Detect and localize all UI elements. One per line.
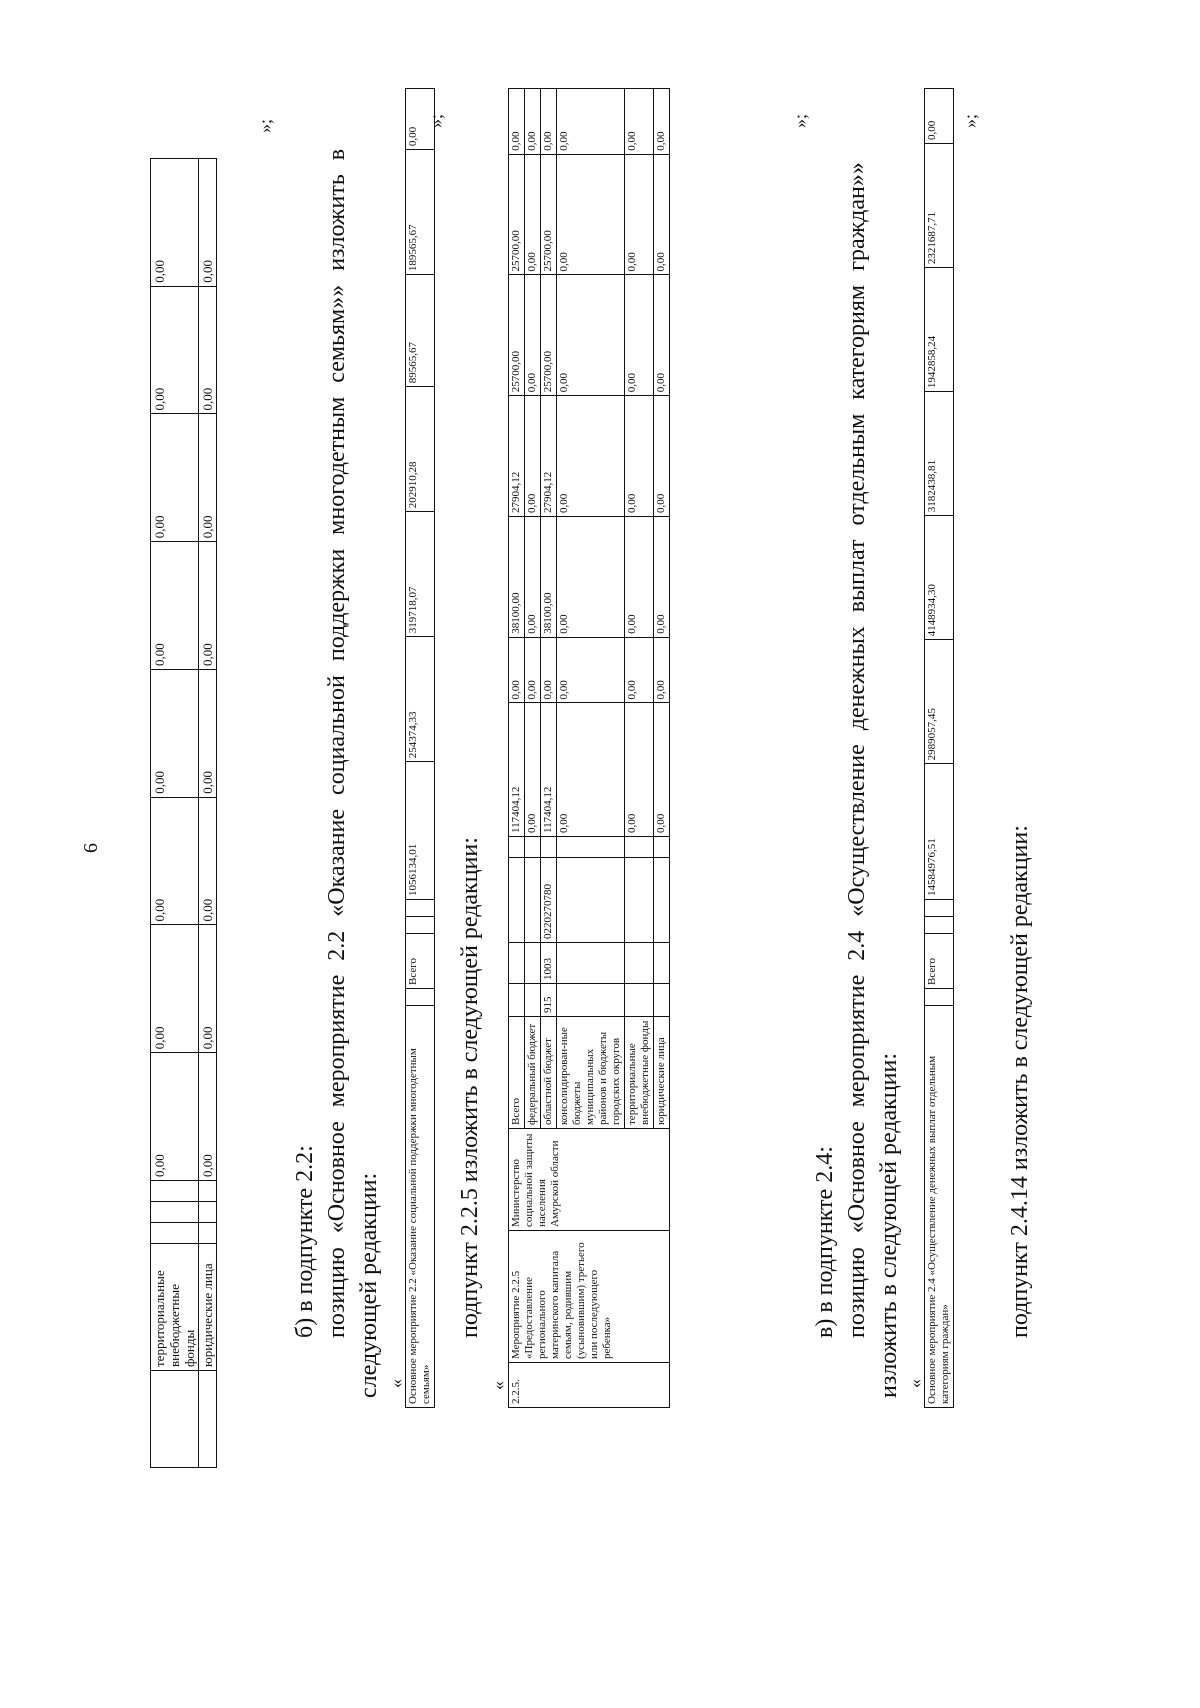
table-cell: 25700,00	[541, 275, 557, 396]
table-cell: 38100,00	[541, 517, 557, 638]
table-row	[151, 159, 199, 1468]
section-225-heading: подпункт 2.2.5 изложить в следующей редакции:	[457, 837, 483, 1338]
table-cell: 0,00	[151, 797, 199, 925]
table-cell: 0,00	[625, 275, 654, 396]
open-quote: «	[905, 1379, 925, 1388]
table-cell: 0,00	[557, 89, 625, 155]
table-cell: 0,00	[199, 1053, 217, 1181]
close-quote: »;	[255, 118, 275, 133]
table-cell: 0,00	[654, 396, 670, 517]
source-label: Всего	[509, 1017, 525, 1129]
table-cell: 0,00	[525, 396, 541, 517]
table-cell: 0,00	[654, 703, 670, 837]
table-cell: 117404,12	[541, 703, 557, 837]
section-b-heading: б) в подпункте 2.2:	[292, 1145, 318, 1338]
table-cell: 0,00	[199, 286, 217, 414]
table-row	[509, 89, 525, 1408]
table-cell: 38100,00	[509, 517, 525, 638]
close-quote: »;	[960, 113, 980, 128]
table-cell: 0,00	[199, 542, 217, 670]
table-cell: 0,00	[151, 542, 199, 670]
table-cell: 1942858,24	[925, 268, 954, 392]
table-row	[406, 89, 435, 1408]
table-cell: 0,00	[625, 637, 654, 703]
table-cell: 0,00	[557, 396, 625, 517]
table-cell: 0,00	[151, 1053, 199, 1181]
table-cell: 0,00	[541, 637, 557, 703]
row-name: Основное мероприятие 2.4 «Осуществление денежных выплат отдельным категориям граждан»	[925, 1006, 954, 1408]
table-cell: 25700,00	[509, 275, 525, 396]
table-cell: 254374,33	[406, 637, 435, 762]
row-number: 2.2.5.	[509, 1363, 670, 1408]
table-cell: 0,00	[199, 925, 217, 1053]
table-cell: 117404,12	[509, 703, 525, 837]
table-cell: 3182438,81	[925, 392, 954, 516]
table-cell: 0,00	[557, 275, 625, 396]
table-cell: 0,00	[541, 89, 557, 155]
table-cell: 0,00	[151, 670, 199, 798]
row-name: Основное мероприятие 2.2 «Оказание социальной поддержки многодетным семьям»	[406, 1006, 435, 1408]
table-cell: 0,00	[557, 703, 625, 837]
table-cell: 0,00	[625, 396, 654, 517]
measure-name: Мероприятие 2.2.5 «Предоставление регионального материнского капитала семьям, родившим (усыновившим) третьего или последующего ребенка»	[509, 1231, 670, 1363]
table-cell: 0,00	[654, 637, 670, 703]
table-cell: 1056134,01	[406, 762, 435, 900]
code-csr: 0220270780	[541, 858, 557, 943]
table-cell: 0,00	[557, 154, 625, 275]
table-cell: 0,00	[625, 703, 654, 837]
table-cell: 0,00	[525, 703, 541, 837]
close-quote: »;	[426, 113, 446, 128]
section-v-table	[924, 88, 954, 1408]
table-cell: 202910,28	[406, 387, 435, 512]
table-cell: 27904,12	[509, 396, 525, 517]
section-2414-heading: подпункт 2.4.14 изложить в следующей редакции:	[1007, 825, 1033, 1338]
table-cell: 0,00	[509, 637, 525, 703]
table-cell: 0,00	[406, 89, 435, 150]
section-v-heading: в) в подпункте 2.4:	[812, 1146, 838, 1338]
table-cell: 2989057,45	[925, 640, 954, 764]
table-cell: 0,00	[151, 414, 199, 542]
table-cell: 89565,67	[406, 275, 435, 387]
section-b-table	[405, 88, 435, 1408]
section-b-line2: следующей редакции:	[356, 1172, 382, 1398]
top-table	[150, 158, 217, 1468]
section-b-line1: позицию «Основное мероприятие 2.2 «Оказание социальной поддержки многодетным семьям»» изложить в	[324, 148, 350, 1338]
table-cell: 0,00	[199, 670, 217, 798]
table-row	[925, 89, 954, 1408]
page-number: 6	[80, 843, 102, 853]
source-label: консолидирован-ные бюджеты муниципальных районов и бюджеты городских округов	[557, 1017, 625, 1129]
table-cell: 0,00	[525, 275, 541, 396]
table-cell: территориальные внебюджетные фонды	[151, 1244, 199, 1371]
table-cell: 319718,07	[406, 512, 435, 637]
table-cell: 0,00	[151, 159, 199, 287]
table-cell: 0,00	[525, 637, 541, 703]
table-cell: 0,00	[199, 159, 217, 287]
source-label: территориальные внебюджетные фонды	[625, 1017, 654, 1129]
table-cell: 0,00	[625, 154, 654, 275]
table-cell: 0,00	[625, 89, 654, 155]
total-label: Всего	[406, 934, 435, 989]
table-cell: 0,00	[625, 517, 654, 638]
table-cell: 0,00	[199, 414, 217, 542]
table-cell: 25700,00	[541, 154, 557, 275]
code-gr: 915	[541, 984, 557, 1017]
table-cell: 0,00	[525, 89, 541, 155]
open-quote: «	[386, 1379, 406, 1388]
total-label: Всего	[925, 934, 954, 989]
table-cell: 0,00	[654, 89, 670, 155]
source-label: юридические лица	[654, 1017, 670, 1129]
table-cell: 0,00	[654, 275, 670, 396]
table-cell	[151, 1371, 199, 1468]
table-cell: 14584976,51	[925, 764, 954, 900]
open-quote: «	[488, 1381, 508, 1390]
table-row	[199, 159, 217, 1468]
table-cell: 2321687,71	[925, 144, 954, 268]
section-v-line1: позицию «Основное мероприятие 2.4 «Осуществление денежных выплат отдельным категориям граждан»»	[844, 162, 870, 1338]
table-cell: 27904,12	[541, 396, 557, 517]
table-cell: 189565,67	[406, 150, 435, 275]
table-cell: 0,00	[557, 637, 625, 703]
table-cell: юридические лица	[199, 1244, 217, 1371]
table-cell: 0,00	[509, 89, 525, 155]
table-cell: 0,00	[525, 517, 541, 638]
section-225-table	[508, 88, 670, 1408]
code-rz: 1003	[541, 943, 557, 984]
executor: Министерство социальной защиты населения Амурской области	[509, 1129, 670, 1231]
source-label: федеральный бюджет	[525, 1017, 541, 1129]
table-cell: 0,00	[654, 154, 670, 275]
table-cell: 25700,00	[509, 154, 525, 275]
table-cell: 0,00	[151, 925, 199, 1053]
section-v-line2: изложить в следующей редакции:	[876, 1052, 902, 1398]
table-cell: 0,00	[557, 517, 625, 638]
table-cell: 0,00	[151, 286, 199, 414]
table-cell: 0,00	[199, 797, 217, 925]
table-cell: 4148934,30	[925, 516, 954, 640]
table-cell: 0,00	[525, 154, 541, 275]
table-cell: 0,00	[654, 517, 670, 638]
close-quote: »;	[790, 113, 810, 128]
table-cell: 0,00	[925, 89, 954, 144]
source-label: областной бюджет	[541, 1017, 557, 1129]
